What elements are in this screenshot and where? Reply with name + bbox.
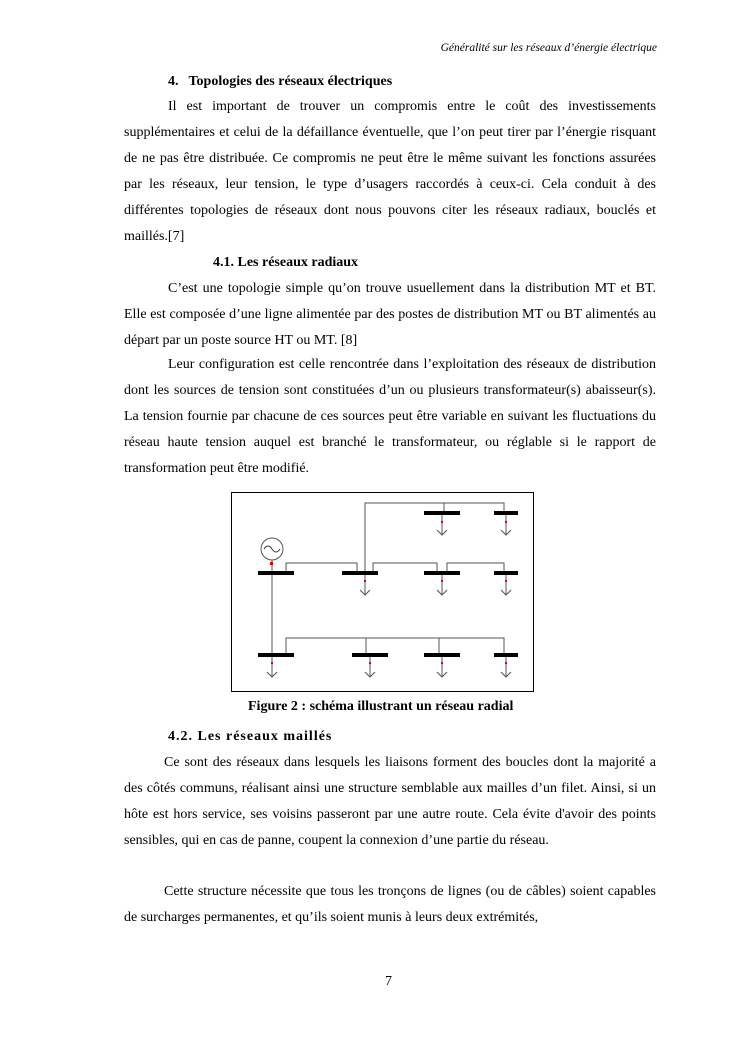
figure-caption: Figure 2 : schéma illustrant un réseau radial (248, 699, 514, 714)
running-header: Généralité sur les réseaux d’énergie électrique (440, 42, 657, 54)
generator-symbol (261, 538, 283, 560)
section-4-heading (168, 74, 392, 90)
section-4-paragraph: Il est important de trouver un compromis entre le coût des investissements supplémentaires et celui de la défaillance éventuelle, que l’on peut tirer par l’énergie risquant de ne pas être distribuée. Ce compromis ne peut être le même suivant les fonctions assurées par les réseaux, leur tension, le type d’usagers raccordés à ceux-ci. Cela conduit à des différentes topologies de réseaux dont nous pouvons citer les réseaux radiaux, bouclés et maillés.[7] (124, 99, 656, 244)
feeder-lines (272, 503, 504, 655)
section-4-2-paragraph-1: Ce sont des réseaux dans lesquels les liaisons forment des boucles dont la majorité a des côtés communs, réalisant ainsi une structure semblable aux mailles d’un filet. Ainsi, si un hôte est hors service, ses voisins passeront par une autre route. Cela évite d'avoir des points sensibles, qui en cas de panne, coupent la connexion d’une partie du réseau. (124, 755, 656, 848)
section-4-1-paragraph-2: Leur configuration est celle rencontrée dans l’exploitation des réseaux de distribution dont les sources de tension sont constituées d’un ou plusieurs transformateur(s) abaisseur(s). La tension fournie par chacune de ces sources peut être variable en suivant les fluctuations du réseau haute tension auquel est branché le transformateur, ou réglable si le rapport de transformation peut être modifié. (124, 357, 656, 476)
section-4-1-heading: 4.1. Les réseaux radiaux (213, 255, 359, 270)
section-4-title: Topologies des réseaux électriques (188, 74, 393, 89)
section-4-2-paragraph-2: Cette structure nécessite que tous les tronçons de lignes (ou de câbles) soient capables de surcharges permanentes, et qu’ils soient munis à leurs deux extrémités, (124, 884, 656, 925)
busbars (258, 513, 518, 655)
load-symbols (267, 515, 511, 677)
section-4-2-heading: 4.2. Les réseaux maillés (168, 729, 333, 744)
node-markers (270, 521, 507, 664)
radial-network-figure (231, 492, 534, 692)
radial-network-diagram (232, 493, 535, 693)
section-4-1-paragraph-1: C’est une topologie simple qu’on trouve usuellement dans la distribution MT et BT. Elle est composée d’une ligne alimentée par des postes de distribution MT ou BT alimentés au départ par un poste source HT ou MT. [8] (124, 281, 656, 348)
section-4-number: 4. (168, 74, 179, 89)
page-number: 7 (385, 974, 392, 989)
